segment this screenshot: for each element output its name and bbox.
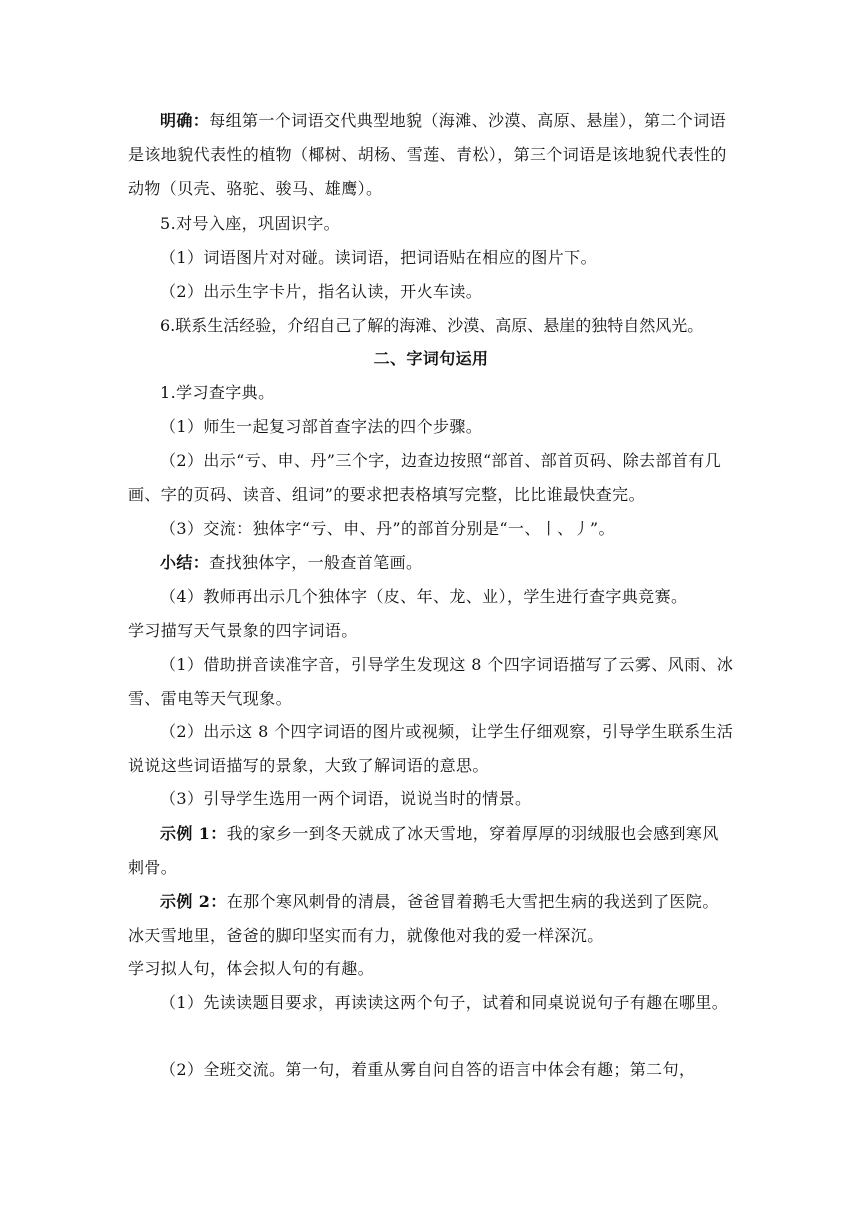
paragraph-step-6: 6.联系生活经验，介绍自己了解的海滩、沙漠、高原、悬崖的独特自然风光。 [160,316,704,335]
paragraph-xiaojie [128,546,734,580]
text-example-2: 在那个寒风刺骨的清晨，爸爸冒着鹅毛大雪把生病的我送到了医院。冰天雪地里，爸爸的脚印坚实而有力，就像他对我的爱一样深沉。 [128,892,719,945]
label-example-1: 示例 1： [160,824,227,843]
section-heading: 二、字词句运用 [373,349,489,368]
label-xiaojie: 小结： [160,553,210,572]
paragraph-example-2 [128,885,734,953]
label-mingque: 明确： [160,111,210,130]
paragraph-example-1 [128,817,734,885]
paragraph-weather-2: （2）出示这 8 个四字词语的图片或视频，让学生仔细观察，引导学生联系生活说说这些词语描写的景象，大致了解词语的意思。 [128,722,734,775]
paragraph-personification-1: （1）先读读题目要求，再读读这两个句子，试着和同桌说说句子有趣在哪里。 [160,993,729,1012]
paragraph-weather-1: （1）借助拼音读准字音，引导学生发现这 8 个四字词语描写了云雾、风雨、冰雪、雷电等天气现象。 [128,655,734,708]
paragraph-step-5-1: （1）词语图片对对碰。读词语，把词语贴在相应的图片下。 [160,248,597,267]
paragraph-step-5: 5.对号入座，巩固识字。 [160,214,341,233]
text-example-1: 我的家乡一到冬天就成了冰天雪地，穿着厚厚的羽绒服也会感到寒风刺骨。 [128,824,719,877]
paragraph-weather-3: （3）引导学生选用一两个词语，说说当时的情景。 [160,789,532,808]
paragraph-personification-2: （2）全班交流。第一句，着重从雾自问自答的语言中体会有趣；第二句， [160,1060,696,1079]
paragraph-dictionary-1: （1）师生一起复习部首查字法的四个步骤。 [160,417,483,436]
paragraph-step-5-2: （2）出示生字卡片，指名认读，开火车读。 [160,282,483,301]
paragraph-dictionary-2: （2）出示“亏、申、丹”三个字，边查边按照“部首、部首页码、除去部首有几画、字的页码、读音、组词”的要求把表格填写完整，比比谁最快查完。 [128,451,722,504]
text-mingque: 每组第一个词语交代典型地貌（海滩、沙漠、高原、悬崖），第二个词语是该地貌代表性的植物（椰树、胡杨、雪莲、青松），第三个词语是该地貌代表性的动物（贝壳、骆驼、骏马、雄鹰）。 [128,111,727,198]
paragraph-dictionary-3: （3）交流：独体字“亏、申、丹”的部首分别是“一、丨、丿”。 [160,519,615,538]
paragraph-dictionary: 1.学习查字典。 [160,383,275,402]
paragraph-personification: 学习拟人句，体会拟人句的有趣。 [128,959,375,978]
label-example-2: 示例 2： [160,892,227,911]
paragraph-mingque [128,104,734,206]
paragraph-weather-words: 学习描写天气景象的四字词语。 [128,621,358,640]
text-xiaojie: 查找独体字，一般查首笔画。 [209,553,423,572]
paragraph-dictionary-4: （4）教师再出示几个独体字（皮、年、龙、业），学生进行查字典竞赛。 [160,587,688,606]
